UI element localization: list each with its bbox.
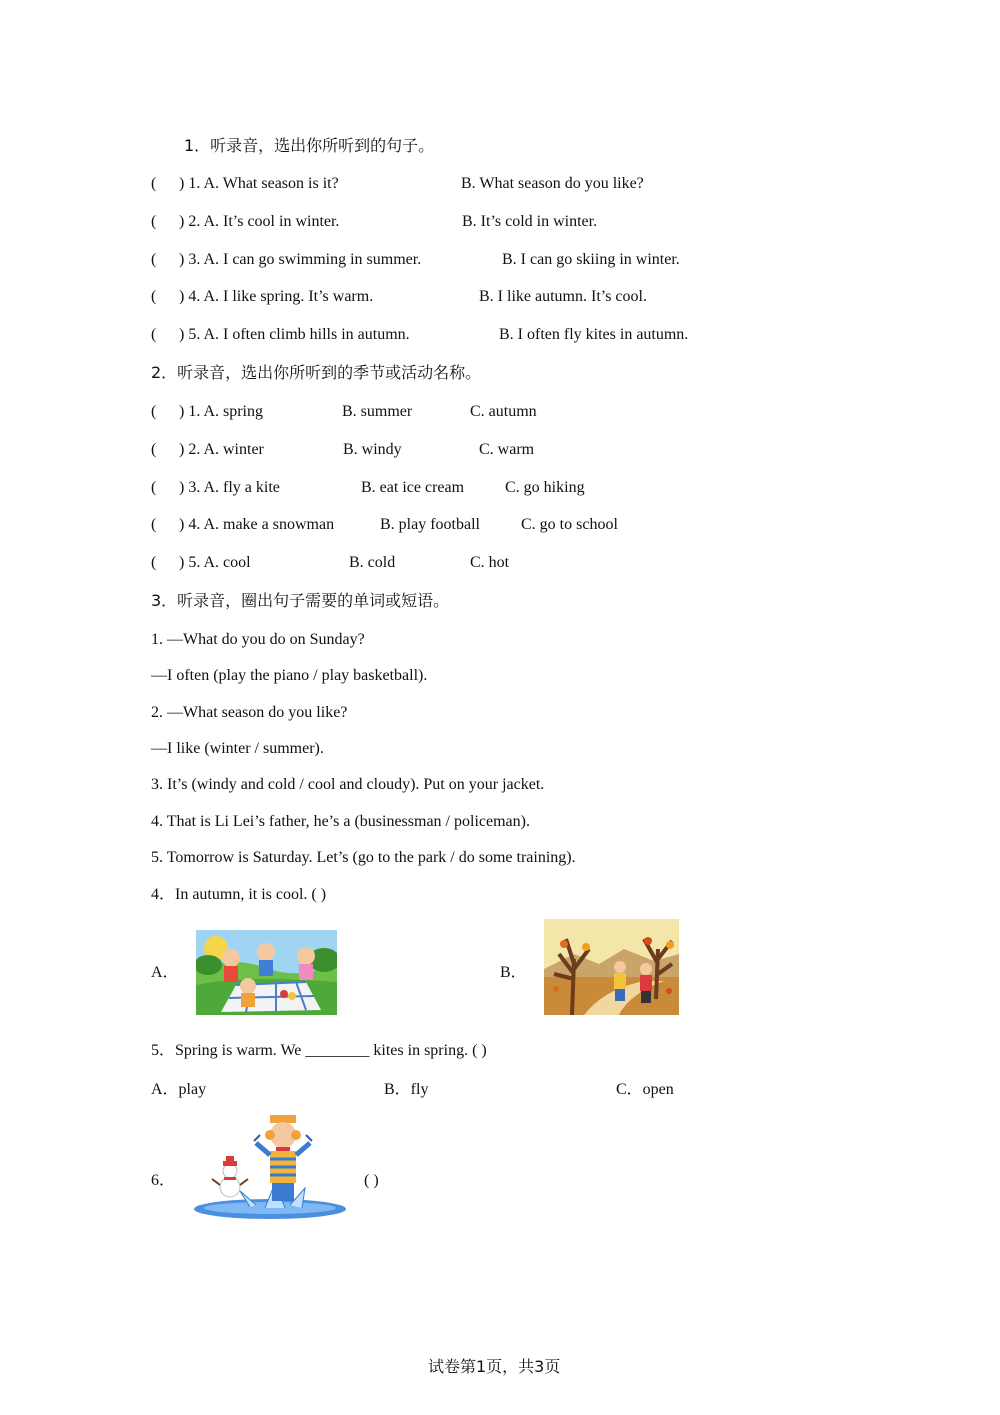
option-a: ) 2. A. It’s cool in winter. — [179, 213, 340, 230]
answer-bracket: ( — [151, 288, 157, 305]
option-c: C. autumn — [470, 403, 537, 420]
option-b: B. I like autumn. It’s cool. — [479, 288, 647, 305]
option-a: ) 4. A. I like spring. It’s warm. — [179, 288, 374, 305]
option-a: ) 2. A. winter — [179, 441, 264, 458]
option-a: ) 5. A. cool — [179, 554, 251, 571]
skating-picture-icon — [190, 1113, 347, 1220]
sentence-line: 2. —What season do you like? — [151, 704, 348, 721]
option-c: C. hot — [470, 554, 510, 571]
option-b: B. I often fly kites in autumn. — [499, 326, 689, 343]
answer-bracket: ( — [151, 479, 157, 496]
answer-bracket: ( — [151, 403, 157, 420]
question-4-option-a: A． — [151, 964, 179, 981]
answer-bracket: ( — [151, 516, 157, 533]
sentence-line: 3. It’s (windy and cold / cool and cloudy). Put on your jacket. — [151, 776, 545, 793]
autumn-picture-icon — [544, 919, 679, 1015]
question-5-text: 5．Spring is warm. We ________ kites in spring. ( ) — [151, 1042, 487, 1059]
option-a: ) 3. A. fly a kite — [179, 479, 280, 496]
question-5-option-b: B．fly — [384, 1081, 429, 1098]
answer-bracket: ( — [151, 554, 157, 571]
option-a: ) 3. A. I can go swimming in summer. — [179, 251, 422, 268]
answer-bracket: ( — [151, 326, 157, 343]
option-b: B. cold — [349, 554, 396, 571]
answer-bracket: ( — [151, 441, 157, 458]
option-b: B. eat ice cream — [361, 479, 465, 496]
picnic-picture-icon — [196, 930, 337, 1015]
option-b: B. windy — [343, 441, 402, 458]
sentence-line: —I often (play the piano / play basketball). — [151, 667, 428, 684]
page-footer: 试卷第1页，共3页 — [428, 1357, 561, 1376]
option-c: C. go to school — [521, 516, 618, 533]
section-2-title: 2．听录音，选出你所听到的季节或活动名称。 — [151, 363, 482, 382]
option-a: ) 1. A. What season is it? — [179, 175, 339, 192]
option-b: B. It’s cold in winter. — [462, 213, 598, 230]
option-b: B. summer — [342, 403, 413, 420]
option-c: C. warm — [479, 441, 535, 458]
section-1-title: 1．听录音，选出你所听到的句子。 — [184, 136, 435, 155]
answer-bracket: ( — [151, 213, 157, 230]
sentence-line: —I like (winter / summer). — [151, 740, 324, 757]
section-3-title: 3．听录音，圈出句子需要的单词或短语。 — [151, 591, 450, 610]
option-a: ) 4. A. make a snowman — [179, 516, 335, 533]
option-c: C. go hiking — [505, 479, 585, 496]
question-6-answer-blank: ( ) — [364, 1172, 379, 1189]
question-5-option-a: A．play — [151, 1081, 207, 1098]
answer-bracket: ( — [151, 175, 157, 192]
question-5-option-c: C．open — [616, 1081, 674, 1098]
option-b: B. I can go skiing in winter. — [502, 251, 680, 268]
question-4-option-b: B． — [500, 964, 527, 981]
sentence-line: 4. That is Li Lei’s father, he’s a (businessman / policeman). — [151, 813, 530, 830]
option-b: B. What season do you like? — [461, 175, 644, 192]
answer-bracket: ( — [151, 251, 157, 268]
option-a: ) 1. A. spring — [179, 403, 263, 420]
question-4-text: 4．In autumn, it is cool. ( ) — [151, 886, 327, 903]
option-a: ) 5. A. I often climb hills in autumn. — [179, 326, 410, 343]
option-b: B. play football — [380, 516, 480, 533]
sentence-line: 5. Tomorrow is Saturday. Let’s (go to the park / do some training). — [151, 849, 576, 866]
sentence-line: 1. —What do you do on Sunday? — [151, 631, 365, 648]
question-6-number: 6． — [151, 1172, 176, 1189]
